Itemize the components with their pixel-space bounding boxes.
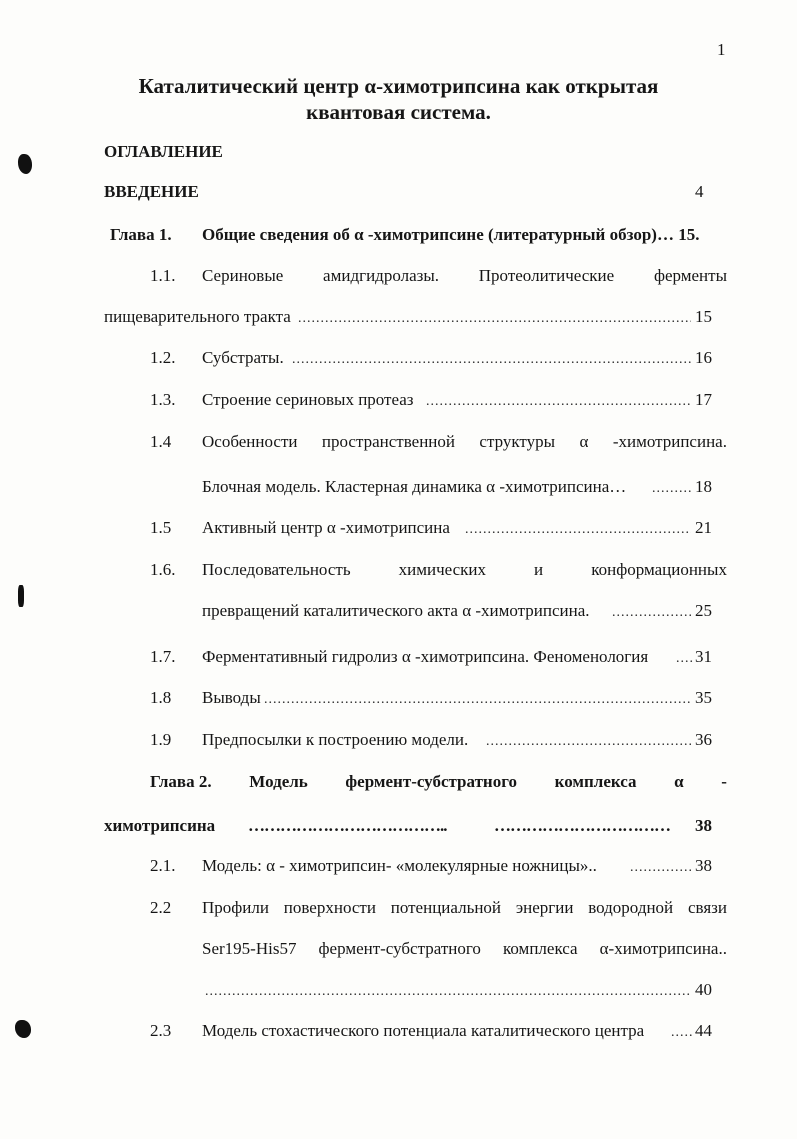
toc-word: α (579, 432, 589, 451)
toc-word: потенциальной (390, 898, 502, 917)
toc-word: фермент-субстратного (345, 772, 518, 791)
toc-word: водородной (588, 898, 674, 917)
toc-item-2-1-page: 38 (695, 856, 712, 875)
toc-item-1-3-leader (426, 394, 691, 410)
toc-word: структуры (479, 432, 556, 451)
toc-item-1-2-title: Субстраты. (202, 348, 284, 367)
toc-item-1-9-leader (486, 734, 691, 750)
toc-item-1-1-line-2: пищеварительного тракта (104, 307, 291, 326)
toc-word: Профили (202, 898, 269, 917)
toc-word: Протеолитические (478, 266, 615, 285)
toc-item-1-7-number: 1.7. (150, 647, 176, 666)
toc-item-1-9-number: 1.9 (150, 730, 172, 749)
toc-item-1-5-leader (465, 522, 691, 538)
toc-item-1-6-line-2: превращений каталитического акта α -химотрипсина. (202, 601, 590, 620)
toc-word: комплекса (554, 772, 637, 791)
toc-word: энергии (515, 898, 574, 917)
toc-chapter-2-line-1 (150, 772, 727, 792)
document-title-line-2: квантовая система. (306, 100, 491, 124)
toc-item-1-8-page: 35 (695, 688, 712, 707)
toc-item-2-3-page: 44 (695, 1021, 712, 1040)
toc-item-2-3-title: Модель стохастического потенциала каталитического центра (202, 1021, 645, 1040)
toc-item-2-2-page: 40 (695, 980, 712, 999)
page-number: 1 (717, 40, 726, 59)
toc-heading: ОГЛАВЛЕНИЕ (104, 142, 223, 161)
toc-item-2-3-number: 2.3 (150, 1021, 172, 1040)
toc-word: связи (687, 898, 727, 917)
toc-item-2-1-leader (630, 860, 691, 876)
toc-item-1-8-title: Выводы (202, 688, 261, 707)
scan-speck (15, 1020, 31, 1038)
toc-item-1-5-number: 1.5 (150, 518, 172, 537)
toc-item-2-2-leader (205, 984, 691, 1000)
toc-word: Ser195-His57 (202, 939, 297, 958)
toc-item-1-6-page: 25 (695, 601, 712, 620)
toc-item-1-6-leader (612, 605, 691, 621)
toc-item-1-1-leader (298, 311, 691, 327)
toc-item-1-3-number: 1.3. (150, 390, 176, 409)
toc-item-1-3-page: 17 (695, 390, 712, 409)
toc-word: фермент-субстратного (318, 939, 481, 958)
toc-word: - (721, 772, 727, 791)
toc-item-2-1-number: 2.1. (150, 856, 176, 875)
toc-item-1-2-number: 1.2. (150, 348, 176, 367)
toc-item-2-1-title: Модель: α - химотрипсин- «молекулярные ножницы».. (202, 856, 597, 875)
toc-word: α-химотрипсина.. (599, 939, 727, 958)
toc-word: химических (398, 560, 486, 579)
toc-intro-label: ВВЕДЕНИЕ (104, 182, 199, 201)
toc-item-1-7-title: Ферментативный гидролиз α -химотрипсина. Феноменология (202, 647, 649, 666)
scan-speck (18, 585, 24, 607)
toc-chapter-1-label: Глава 1. (110, 225, 172, 244)
toc-chapter-1-title: Общие сведения об α -химотрипсине (литературный обзор)… 15. (202, 225, 700, 244)
toc-item-2-2-number: 2.2 (150, 898, 172, 917)
toc-item-1-7-leader (676, 651, 693, 667)
toc-word: конформационных (591, 560, 727, 579)
toc-word: ферменты (653, 266, 727, 285)
toc-word: Особенности (202, 432, 298, 451)
toc-item-1-4-page: 18 (695, 477, 712, 496)
toc-word: -химотрипсина. (612, 432, 727, 451)
toc-item-1-8-leader (264, 692, 691, 708)
toc-word: и (534, 560, 544, 579)
toc-item-1-8-number: 1.8 (150, 688, 172, 707)
toc-word: комплекса (502, 939, 578, 958)
toc-item-2-3-leader (671, 1025, 693, 1041)
toc-item-1-7-page: 31 (695, 647, 712, 666)
toc-item-1-6-number: 1.6. (150, 560, 176, 579)
document-title-line-1: Каталитический центр α-химотрипсина как открытая (138, 74, 659, 98)
toc-word: Сериновые (202, 266, 284, 285)
toc-item-1-1-line-1 (202, 266, 727, 286)
toc-item-1-1-number: 1.1. (150, 266, 176, 285)
toc-chapter-2-label: Глава 2. (150, 772, 212, 791)
toc-intro-page: 4 (695, 182, 704, 201)
toc-chapter-2-line-2: химотрипсина (104, 816, 216, 835)
toc-chapter-2-page: 38 (695, 816, 712, 835)
toc-item-1-4-line-2: Блочная модель. Кластерная динамика α -химотрипсина… (202, 477, 627, 496)
toc-item-1-1-page: 15 (695, 307, 712, 326)
toc-word: амидгидролазы. (323, 266, 440, 285)
toc-item-2-2-line-1 (202, 898, 727, 918)
scan-speck (18, 154, 32, 174)
toc-item-1-3-title: Строение сериновых протеаз (202, 390, 414, 409)
toc-item-1-9-page: 36 (695, 730, 712, 749)
toc-chapter-2-dots-1: ……………………………….. (248, 816, 447, 835)
toc-word: Последовательность (202, 560, 351, 579)
toc-item-1-2-page: 16 (695, 348, 712, 367)
toc-chapter-2-dots-2: …………………………… (494, 816, 670, 835)
toc-item-1-4-line-1 (202, 432, 727, 452)
toc-item-1-2-leader (292, 352, 691, 368)
toc-item-1-4-leader (652, 481, 691, 497)
toc-word: поверхности (283, 898, 376, 917)
toc-word: пространственной (321, 432, 455, 451)
toc-item-1-5-page: 21 (695, 518, 712, 537)
toc-item-1-6-line-1 (202, 560, 727, 580)
toc-word: Модель (249, 772, 308, 791)
toc-item-1-9-title: Предпосылки к построению модели. (202, 730, 469, 749)
toc-item-2-2-line-2 (202, 939, 727, 959)
toc-word: α (674, 772, 684, 791)
toc-item-1-5-title: Активный центр α -химотрипсина (202, 518, 450, 537)
toc-item-1-4-number: 1.4 (150, 432, 172, 451)
